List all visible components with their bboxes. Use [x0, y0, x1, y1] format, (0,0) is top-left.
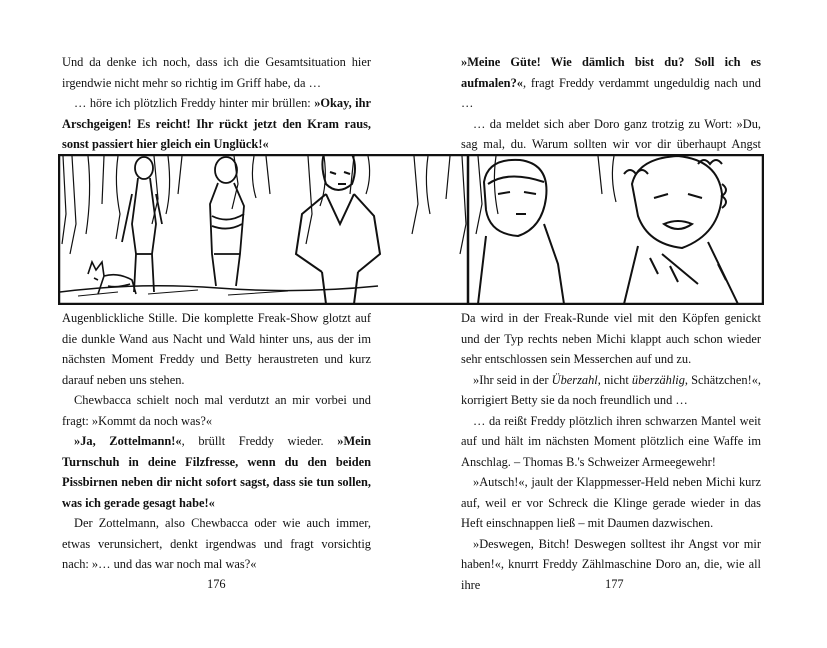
bold-text: »Meine Güte! Wie dämlich bist du? Soll ich es aufmalen?«	[461, 55, 761, 90]
text-run: , fragt Freddy verdammt ungeduldig nach und …	[461, 75, 761, 110]
text-run: »Autsch!«, jault der Klappmesser-Held neben Michi kurz auf, weil er vor Schreck die Klinge gerade wieder in das Heft einschnappen ließ – mit Daumen dazwischen.	[461, 475, 761, 530]
ink-drawing	[58, 154, 764, 305]
left-page-bottom-text	[62, 308, 371, 575]
paragraph	[461, 308, 761, 370]
page-number-left: 176	[207, 577, 226, 591]
text-run: »Deswegen, Bitch! Deswegen solltest ihr Angst vor mir haben!«, knurrt Freddy Zählmaschine Doro an, die, wie all ihre	[461, 536, 761, 592]
paragraph	[62, 308, 371, 390]
italic-text: Überzahl	[551, 372, 598, 387]
text-run: … da reißt Freddy plötzlich ihren schwarzen Mantel weit auf und hält im nächsten Moment plötzlich eine Waffe im Anschlag. – Thomas B.'s Schweizer Armeegewehr!	[461, 413, 761, 469]
comic-illustration	[58, 154, 764, 305]
text-run: Da wird in der Freak-Runde viel mit den Köpfen genickt und der Typ rechts neben Michi klappt auch schon wieder sehr entschlossen sein Messerchen auf und zu.	[461, 311, 761, 366]
page-number-right: 177	[605, 577, 624, 591]
italic-text: überzählig	[631, 372, 685, 387]
right-page-bottom-text	[461, 308, 761, 595]
paragraph	[62, 390, 371, 431]
text-run: Der Zottelmann, also Chewbacca oder wie auch immer, etwas verunsichert, denkt irgendwas und fragt vorsichtig nach: »… und das war noch mal was?«	[62, 516, 371, 571]
left-page-top-text	[62, 52, 371, 155]
bold-text: »Okay, ihr Arschgeigen! Es reicht! Ihr rückt jetzt den Kram raus, sonst passiert hier gleich ein Unglück!«	[62, 96, 371, 151]
paragraph	[62, 52, 371, 93]
text-run: »Ihr seid in der	[473, 372, 552, 387]
bold-text: »Ja, Zottelmann!«	[74, 434, 182, 448]
paragraph	[62, 513, 371, 575]
paragraph	[62, 93, 371, 155]
text-run: , Schätzchen!«, korrigiert Betty sie da noch freundlich und …	[461, 372, 761, 407]
paragraph	[461, 52, 761, 114]
text-run: , nicht	[597, 372, 632, 387]
paragraph	[62, 431, 371, 513]
text-run: Und da denke ich noch, dass ich die Gesamtsituation hier irgendwie nicht mehr so richtig im Griff habe, da …	[62, 55, 371, 90]
paragraph	[461, 370, 761, 411]
text-run: Chewbacca schielt noch mal verdutzt an mir vorbei und fragt: »Kommt da noch was?«	[62, 393, 371, 428]
bold-text: »Mein Turnschuh in deine Filzfresse, wenn du den beiden Pissbirnen neben dir nicht sofort sagst, dass sie tun sollen, was ich gerade gesagt habe!«	[62, 434, 372, 510]
text-run: Augenblickliche Stille. Die komplette Freak-Show glotzt auf die dunkle Wand aus Nacht und Wald hinter uns, aus der im nächsten Moment Freddy und Betty heraustreten und kurz darauf neben uns stehen.	[62, 311, 371, 387]
paragraph	[461, 472, 761, 534]
text-run: , brüllt Freddy wieder.	[181, 434, 338, 448]
text-run: … da meldet sich aber Doro ganz trotzig zu Wort: »Du, sag mal, du. Warum sollten wir vor dir überhaupt Angst	[461, 116, 761, 151]
text-run: … höre ich plötzlich Freddy hinter mir brüllen:	[74, 96, 315, 110]
paragraph	[461, 411, 761, 473]
